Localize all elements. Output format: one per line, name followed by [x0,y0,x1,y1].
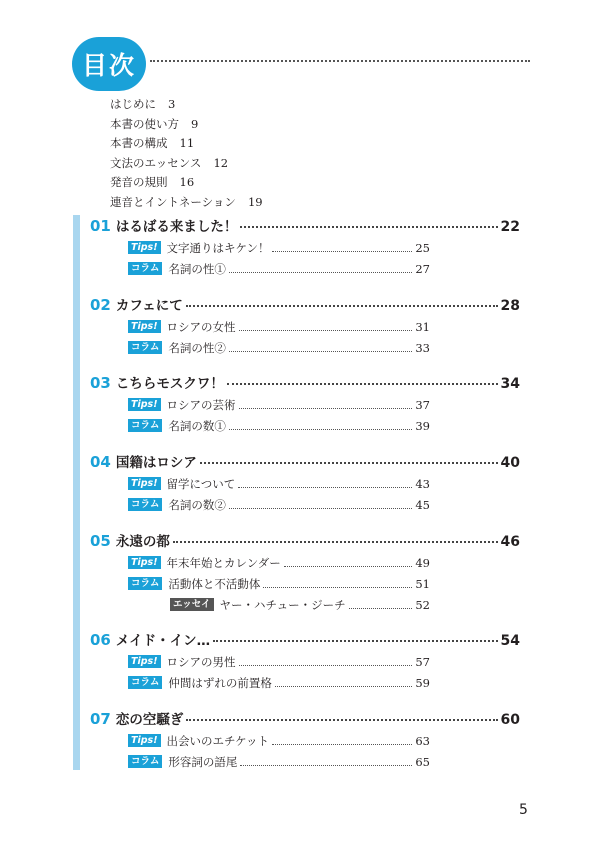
sub-tag-badge: コラム [128,577,162,590]
leader-dots [200,462,498,464]
front-matter-page: 16 [179,175,195,190]
sub-entry[interactable] [128,258,430,279]
sub-tag-badge: コラム [128,676,162,689]
sub-title: 出会いのエチケット [166,733,269,748]
leader-dots [239,665,413,666]
sub-tag-badge: コラム [128,419,162,432]
sub-entry[interactable] [128,316,430,337]
leader-dots [272,251,412,252]
sub-entry[interactable] [128,494,430,515]
chapter-page: 28 [500,298,520,314]
chapter-title: カフェにて [115,298,183,314]
chapter-page: 54 [500,633,520,649]
front-matter-item[interactable] [110,134,263,154]
chapter-number: 04 [90,453,111,471]
sub-page: 33 [415,340,430,355]
leader-dots [240,765,412,766]
sub-page: 57 [415,654,430,669]
sub-entry[interactable] [128,672,430,693]
front-matter-label: 発音の規則 [110,175,168,190]
chapter-entry [90,372,520,436]
toc-title: 目次 [72,37,146,91]
sub-title: 年末年始とカレンダー [166,555,281,570]
sub-entry[interactable] [128,473,430,494]
sub-tag-badge: Tips! [128,556,161,569]
sub-tag-badge: Tips! [128,320,161,333]
chapter-number: 01 [90,217,111,235]
chapter-entry [90,629,520,693]
front-matter-item[interactable] [110,115,263,135]
sub-entry[interactable] [128,415,430,436]
leader-dots [239,330,413,331]
front-matter-label: 連音とイントネーション [110,194,236,209]
sub-entry[interactable] [128,237,430,258]
front-matter-page: 11 [179,136,195,151]
leader-dots [229,351,412,352]
chapter-number: 05 [90,532,111,550]
chapter-heading[interactable] [90,530,520,552]
leader-dots [227,383,498,385]
sub-page: 52 [415,597,430,612]
sub-title: 名詞の性② [168,340,226,355]
sub-page: 39 [415,418,430,433]
sub-title: ロシアの男性 [166,654,236,669]
sub-entry[interactable] [128,730,430,751]
page-number: 5 [519,802,528,818]
sub-tag-badge: エッセイ [170,598,214,611]
front-matter-item[interactable] [110,173,263,193]
sub-tag-badge: Tips! [128,241,161,254]
sub-entry[interactable] [170,594,430,615]
front-matter-label: 文法のエッセンス [110,155,202,170]
chapters-side-bar [73,215,80,770]
sub-page: 45 [415,497,430,512]
leader-dots [284,566,413,567]
front-matter-page: 12 [213,155,229,170]
front-matter-item[interactable] [110,193,263,213]
chapter-entry [90,215,520,279]
sub-page: 65 [415,754,430,769]
chapter-number: 06 [90,631,111,649]
sub-entry[interactable] [128,651,430,672]
leader-dots [349,608,413,609]
leader-dots [240,226,497,228]
sub-tag-badge: Tips! [128,655,161,668]
leader-dots [239,408,413,409]
chapter-page: 40 [500,455,520,471]
chapter-title: 永遠の都 [115,534,170,550]
sub-title: ロシアの芸術 [166,397,236,412]
leader-dots [213,640,497,642]
chapter-heading[interactable] [90,294,520,316]
sub-entry[interactable] [128,552,430,573]
sub-page: 59 [415,675,430,690]
front-matter-item[interactable] [110,95,263,115]
chapter-heading[interactable] [90,708,520,730]
chapter-page: 34 [500,376,520,392]
sub-page: 37 [415,397,430,412]
front-matter-list [110,95,263,213]
sub-tag-badge: コラム [128,755,162,768]
sub-title: ロシアの女性 [166,319,236,334]
sub-title: 形容詞の語尾 [168,754,238,769]
chapter-heading[interactable] [90,451,520,473]
sub-title: 留学について [166,476,236,491]
sub-entry[interactable] [128,394,430,415]
sub-title: 仲間はずれの前置格 [168,675,272,690]
leader-dots [275,686,412,687]
sub-title: 活動体と不活動体 [168,576,261,591]
sub-tag-badge: Tips! [128,734,161,747]
front-matter-item[interactable] [110,154,263,174]
leader-dots [229,508,412,509]
sub-page: 25 [415,240,430,255]
chapter-heading[interactable] [90,215,520,237]
sub-page: 49 [415,555,430,570]
chapter-page: 22 [500,219,520,235]
front-matter-label: 本書の使い方 [110,116,179,131]
chapter-number: 07 [90,710,111,728]
chapter-page: 60 [500,712,520,728]
chapter-title: はるばる来ました！ [115,219,238,235]
front-matter-page: 3 [168,97,176,111]
leader-dots [272,744,412,745]
sub-tag-badge: コラム [128,498,162,511]
leader-dots [229,429,412,430]
chapter-entry [90,530,520,615]
sub-tag-badge: Tips! [128,477,161,490]
sub-title: 名詞の性① [168,261,226,276]
sub-page: 43 [415,476,430,491]
sub-tag-badge: コラム [128,262,162,275]
front-matter-label: 本書の構成 [110,136,168,151]
chapter-number: 03 [90,374,111,392]
front-matter-page: 19 [247,194,263,209]
leader-dots [186,719,497,721]
sub-entry[interactable] [128,337,430,358]
front-matter-label: はじめに [110,97,156,111]
chapter-entry [90,708,520,772]
sub-entry[interactable] [128,573,430,594]
chapter-entry [90,451,520,515]
sub-title: 文字通りはキケン！ [166,240,270,255]
chapter-entry [90,294,520,358]
chapter-page: 46 [500,534,520,550]
chapter-heading[interactable] [90,372,520,394]
leader-dots [263,587,412,588]
chapter-title: 恋の空騒ぎ [115,712,184,728]
sub-page: 31 [415,319,430,334]
sub-title: 名詞の数② [168,497,226,512]
chapter-heading[interactable] [90,629,520,651]
chapter-number: 02 [90,296,111,314]
leader-dots [238,487,412,488]
leader-dots [186,305,498,307]
sub-tag-badge: コラム [128,341,162,354]
title-leader-dots [150,60,530,62]
sub-title: 名詞の数① [168,418,226,433]
leader-dots [173,541,498,543]
sub-entry[interactable] [128,751,430,772]
sub-page: 51 [415,576,430,591]
chapter-title: こちらモスクワ！ [115,376,224,392]
front-matter-page: 9 [191,116,199,131]
sub-tag-badge: Tips! [128,398,161,411]
chapter-title: 国籍はロシア [115,455,197,471]
sub-page: 27 [415,261,430,276]
chapter-title: メイド・イン… [115,633,211,649]
leader-dots [229,272,412,273]
sub-title: ヤー・ハチュー・ジーチ [219,597,346,612]
sub-page: 63 [415,733,430,748]
